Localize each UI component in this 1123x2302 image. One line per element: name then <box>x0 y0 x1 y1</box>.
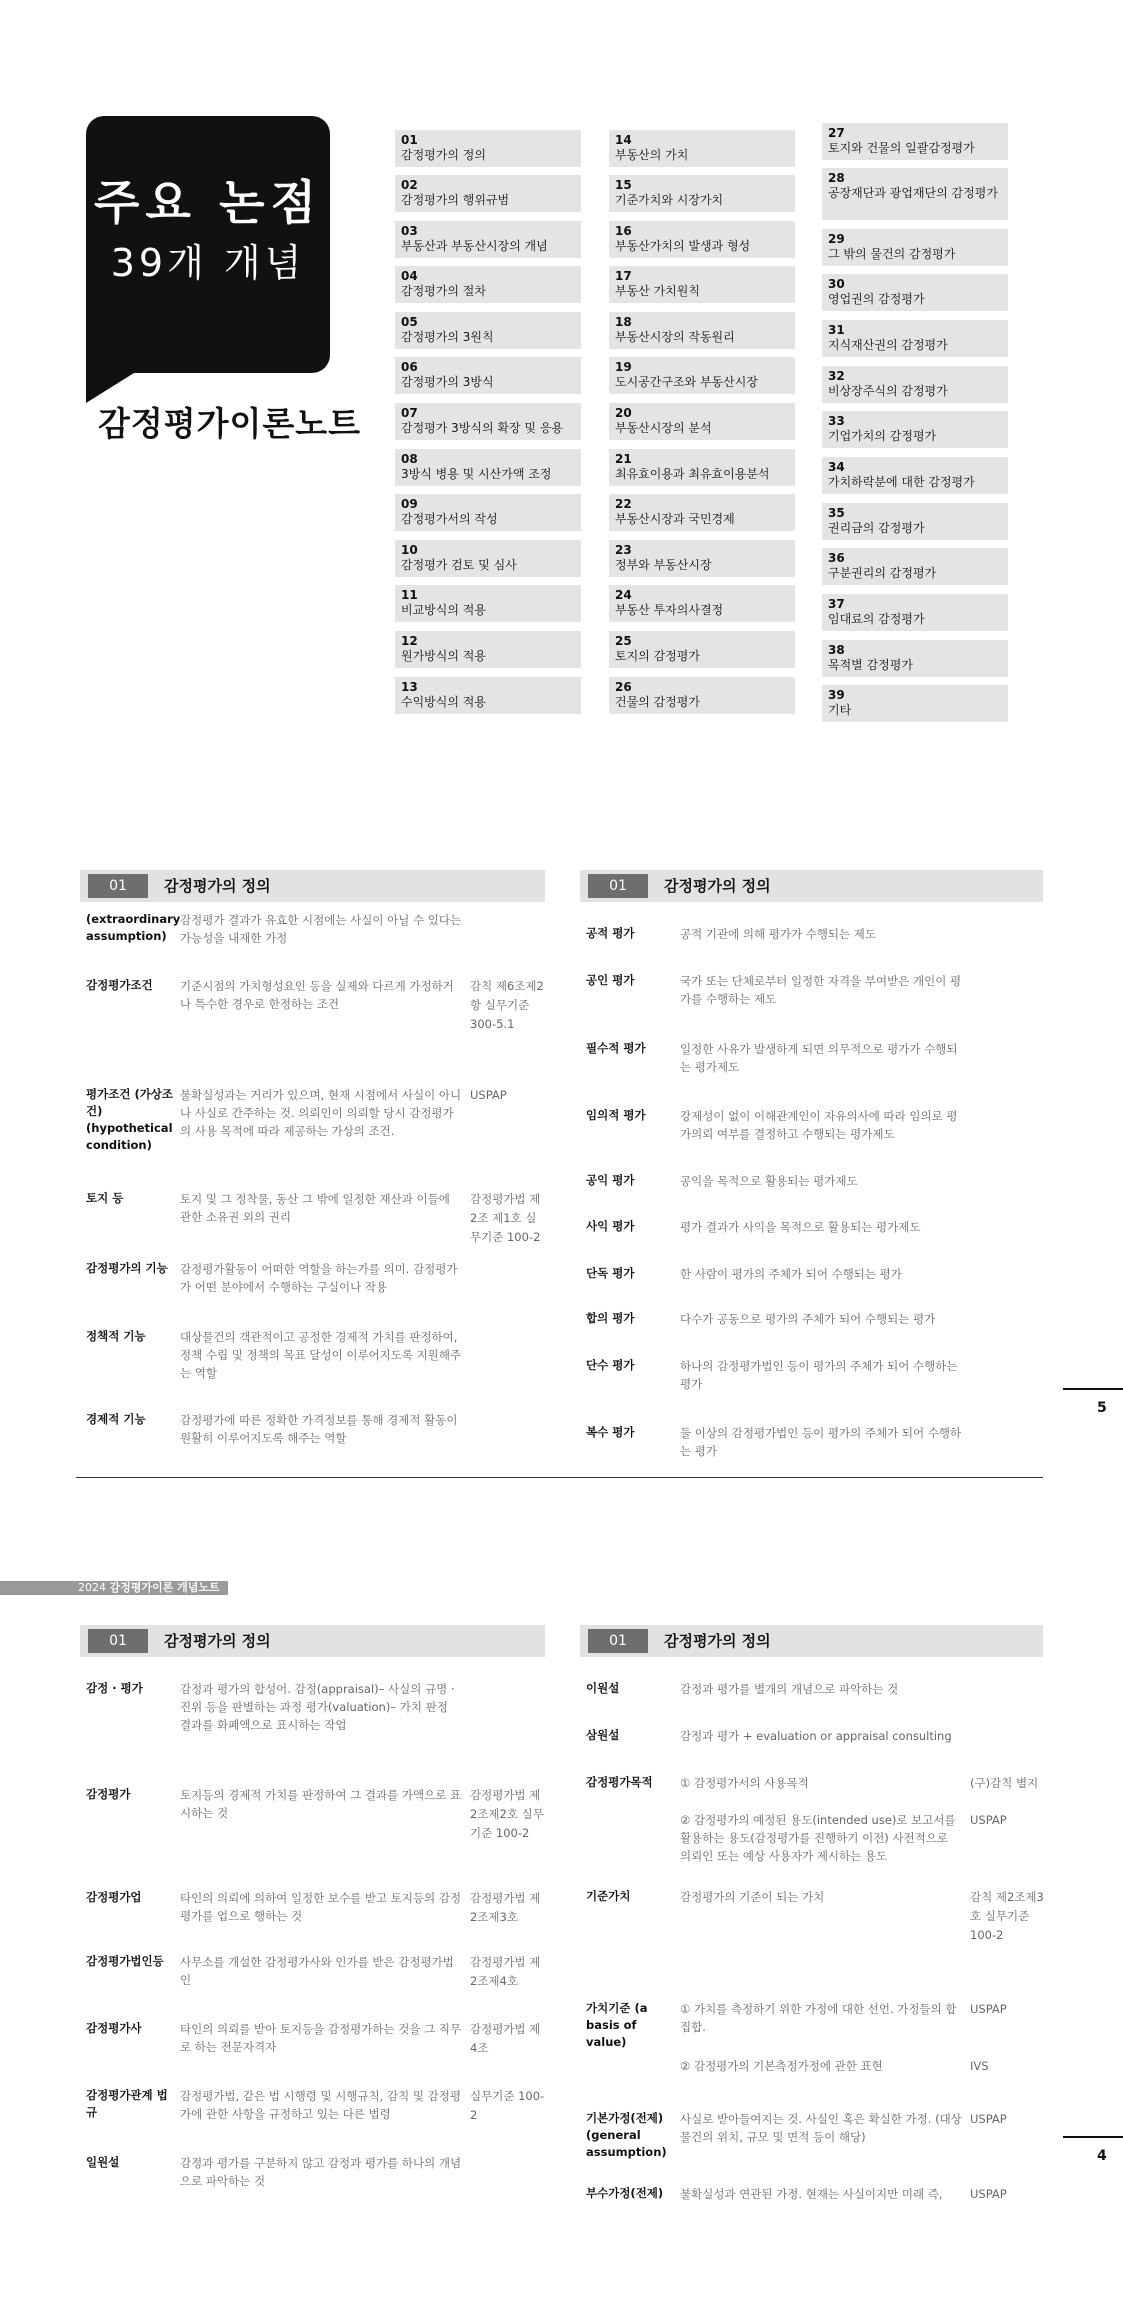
definition-term: 감정평가관계 법규 <box>86 2088 168 2119</box>
toc-item[interactable] <box>822 320 1008 357</box>
toc-item-label: 토지의 감정평가 <box>615 649 700 663</box>
toc-item-label: 부동산가치의 발생과 형성 <box>615 239 751 253</box>
definition-text: 감정과 평가를 별개의 개념으로 파악하는 것 <box>680 1682 899 1696</box>
toc-item-number: 04 <box>401 269 418 283</box>
toc-item-number: 22 <box>615 497 632 511</box>
toc-item[interactable] <box>822 457 1008 494</box>
running-header <box>0 1581 228 1595</box>
toc-item[interactable] <box>822 548 1008 585</box>
page-bottom-rule <box>76 1477 1043 1478</box>
toc-item[interactable] <box>609 585 795 622</box>
toc-item[interactable] <box>822 594 1008 631</box>
definition-term: 단독 평가 <box>586 1266 635 1280</box>
toc-item-label: 감정평가의 정의 <box>401 148 486 162</box>
toc-item-number: 21 <box>615 452 632 466</box>
toc-item[interactable] <box>395 677 581 714</box>
section-header <box>580 1625 1043 1657</box>
definition-term: 토지 등 <box>86 1191 124 1205</box>
toc-item[interactable] <box>609 221 795 258</box>
definition-text: 국가 또는 단체로부터 일정한 자격을 부여받은 개인이 평가를 수행하는 제도 <box>680 974 962 1006</box>
toc-item-number: 16 <box>615 224 632 238</box>
toc-item-number: 35 <box>828 506 845 520</box>
page-number: 5 <box>1097 1400 1107 1416</box>
definition-text: 둘 이상의 감정평가법인 등이 평가의 주체가 되어 수행하는 평가 <box>680 1426 962 1458</box>
toc-item[interactable] <box>395 130 581 167</box>
definition-text: 감정평가활동이 어떠한 역할을 하는가를 의미. 감정평가가 어떤 분야에서 수행하는 구실이나 작용 <box>180 1262 458 1294</box>
legal-reference: (구)감칙 별지 <box>970 1776 1039 1790</box>
definition-text: 평가 결과가 사익을 목적으로 활용되는 평가제도 <box>680 1220 921 1234</box>
toc-item[interactable] <box>609 540 795 577</box>
toc-item-label: 감정평가 검토 및 심사 <box>401 558 517 572</box>
toc-item[interactable] <box>822 274 1008 311</box>
toc-item[interactable] <box>395 403 581 440</box>
toc-item[interactable] <box>395 631 581 668</box>
definition-text: 감정평가 결과가 유효한 시점에는 사실이 아닐 수 있다는 가능성을 내재한 가정 <box>180 913 462 945</box>
toc-item[interactable] <box>609 494 795 531</box>
definition-text: 강제성이 없이 이해관계인이 자유의사에 따라 임의로 평가의뢰 여부를 결정하고 수행되는 평가제도 <box>680 1109 958 1141</box>
toc-item-label: 기업가치의 감정평가 <box>828 429 937 443</box>
toc-item-number: 36 <box>828 551 845 565</box>
definition-term: 복수 평가 <box>586 1425 635 1439</box>
toc-item[interactable] <box>822 229 1008 266</box>
definition-text: 토지등의 경제적 가치를 판정하여 그 결과를 가액으로 표시하는 것 <box>180 1788 462 1820</box>
toc-item-label: 비상장주식의 감정평가 <box>828 384 948 398</box>
definition-text: 일정한 사유가 발생하게 되면 의무적으로 평가가 수행되는 평가제도 <box>680 1042 958 1074</box>
toc-item-number: 33 <box>828 414 845 428</box>
toc-item-number: 05 <box>401 315 418 329</box>
toc-item-label: 부동산과 부동산시장의 개념 <box>401 239 548 253</box>
section-number: 01 <box>588 874 648 898</box>
toc-item-number: 23 <box>615 543 632 557</box>
toc-item[interactable] <box>609 312 795 349</box>
toc-item-number: 20 <box>615 406 632 420</box>
definition-text: ① 감정평가서의 사용목적 <box>680 1776 809 1790</box>
toc-item[interactable] <box>822 123 1008 160</box>
toc-item-label: 권리금의 감정평가 <box>828 521 925 535</box>
definition-text: 사무소를 개설한 감정평가사와 인가를 받은 감정평가법인 <box>180 1955 454 1987</box>
toc-item-number: 03 <box>401 224 418 238</box>
toc-item-number: 01 <box>401 133 418 147</box>
definition-text: 감정과 평가 + evaluation or appraisal consulting <box>680 1729 952 1743</box>
definition-text: 기준시점의 가치형성요인 등을 실제와 다르게 가정하거나 특수한 경우로 한정하는 조건 <box>180 979 454 1011</box>
definition-term: 공적 평가 <box>586 926 635 940</box>
toc-item-number: 06 <box>401 360 418 374</box>
definition-text: 공적 기관에 의해 평가가 수행되는 제도 <box>680 927 877 941</box>
definition-term: 가치기준 (a basis of value) <box>586 2001 648 2049</box>
toc-item-number: 14 <box>615 133 632 147</box>
toc-item[interactable] <box>609 449 795 486</box>
legal-reference: 실무기준 100-2 <box>470 2089 545 2122</box>
toc-item-number: 18 <box>615 315 632 329</box>
toc-item-number: 39 <box>828 688 845 702</box>
legal-reference: USPAP <box>470 1088 507 1102</box>
legal-reference: 감칙 제6조제2항 실무기준 300-5.1 <box>470 979 544 1031</box>
toc-item[interactable] <box>822 685 1008 722</box>
definition-text: 감정평가법, 같은 법 시행령 및 시행규칙, 감칙 및 감정평가에 관한 사항을 규정하고 있는 다른 법령 <box>180 2089 461 2121</box>
definition-term: 단수 평가 <box>586 1358 635 1372</box>
definition-term: 정책적 기능 <box>86 1329 146 1343</box>
section-title: 감정평가의 정의 <box>164 877 271 895</box>
legal-reference: 감정평가법 제4조 <box>470 2022 541 2055</box>
legal-reference: USPAP <box>970 2187 1007 2201</box>
toc-item-label: 최유효이용과 최유효이용분석 <box>615 467 770 481</box>
definition-text: 불확실성과 연관된 가정. 현재는 사실이지만 미래 즉, <box>680 2187 943 2201</box>
toc-item-number: 31 <box>828 323 845 337</box>
toc-item-label: 부동산의 가치 <box>615 148 689 162</box>
definition-term: 감정평가목적 <box>586 1775 653 1789</box>
section-title: 감정평가의 정의 <box>164 1632 271 1650</box>
toc-item[interactable] <box>609 266 795 303</box>
toc-item[interactable] <box>822 640 1008 677</box>
toc-item-number: 26 <box>615 680 632 694</box>
toc-item-number: 32 <box>828 369 845 383</box>
definition-text: 타인의 의뢰를 받아 토지등을 감정평가하는 것을 그 직무로 하는 전문자격자 <box>180 2022 462 2054</box>
toc-item-label: 감정평가의 3방식 <box>401 375 494 389</box>
toc-item-label: 감정평가의 3원칙 <box>401 330 494 344</box>
definition-term: 감정 · 평가 <box>86 1681 143 1695</box>
legal-reference: USPAP <box>970 2112 1007 2126</box>
toc-item-number: 28 <box>828 171 845 185</box>
toc-item-number: 13 <box>401 680 418 694</box>
toc-item-label: 공장재단과 광업재단의 감정평가 <box>828 186 998 200</box>
definition-term: 사익 평가 <box>586 1219 635 1233</box>
toc-item-label: 부동산 투자의사결정 <box>615 603 724 617</box>
toc-item-number: 34 <box>828 460 845 474</box>
cover-title-line2: 39개 개념 <box>110 241 306 285</box>
toc-item-label: 토지와 건물의 일괄감정평가 <box>828 141 975 155</box>
toc-item[interactable] <box>609 175 795 212</box>
toc-item[interactable] <box>822 366 1008 403</box>
toc-item-label: 기타 <box>828 703 852 717</box>
toc-item-number: 37 <box>828 597 845 611</box>
section-number: 01 <box>88 874 148 898</box>
toc-item[interactable] <box>609 677 795 714</box>
definition-term: 기준가치 <box>586 1889 631 1903</box>
toc-item-label: 구분권리의 감정평가 <box>828 566 937 580</box>
toc-item-number: 12 <box>401 634 418 648</box>
toc-item-label: 감정평가서의 작성 <box>401 512 498 526</box>
definition-text: 감정평가의 기준이 되는 가치 <box>680 1890 825 1904</box>
toc-item-number: 15 <box>615 178 632 192</box>
page-number-rule <box>1063 1388 1123 1390</box>
section-number: 01 <box>88 1629 148 1653</box>
toc-item-number: 25 <box>615 634 632 648</box>
toc-item-label: 기준가치와 시장가치 <box>615 193 724 207</box>
definition-text: 토지 및 그 정착물, 동산 그 밖에 일정한 재산과 이들에 관한 소유권 외의 권리 <box>180 1192 450 1224</box>
toc-item[interactable] <box>395 540 581 577</box>
legal-reference: 감정평가법 제2조제2호 실무기준 100-2 <box>470 1788 544 1840</box>
toc-item[interactable] <box>395 449 581 486</box>
toc-item[interactable] <box>609 631 795 668</box>
toc-item[interactable] <box>395 221 581 258</box>
definition-term: 임의적 평가 <box>586 1108 646 1122</box>
definition-text: 감정평가에 따른 정확한 가격정보를 통해 경제적 활동이 원활히 이루어지도록 해주는 역할 <box>180 1413 458 1445</box>
definition-term: 합의 평가 <box>586 1311 635 1325</box>
definition-text: 공익을 목적으로 활용되는 평가제도 <box>680 1174 858 1188</box>
section-title: 감정평가의 정의 <box>664 1632 771 1650</box>
definition-text: ② 감정평가의 예정된 용도(intended use)로 보고서를 활용하는 용도(감정평가를 진행하기 이전) 사전적으로 의뢰인 또는 예상 사용자가 제시하는 용도 <box>680 1813 956 1863</box>
toc-item-label: 원가방식의 적용 <box>401 649 486 663</box>
toc-item-label: 부동산시장의 작동원리 <box>615 330 735 344</box>
section-header <box>80 1625 545 1657</box>
section-number: 01 <box>588 1629 648 1653</box>
definition-term: 일원설 <box>86 2155 120 2169</box>
toc-item[interactable] <box>609 130 795 167</box>
toc-item-label: 감정평가의 절차 <box>401 284 486 298</box>
definition-term: 감정평가의 기능 <box>86 1261 168 1275</box>
toc-item-label: 감정평가의 행위규범 <box>401 193 510 207</box>
toc-item[interactable] <box>395 494 581 531</box>
legal-reference: 감정평가법 제2조제3호 <box>470 1891 541 1924</box>
toc-item[interactable] <box>822 503 1008 540</box>
definition-text: 타인의 의뢰에 의하여 일정한 보수를 받고 토지등의 감정평가를 업으로 행하는 것 <box>180 1891 462 1923</box>
toc-item-number: 30 <box>828 277 845 291</box>
toc-item-number: 24 <box>615 588 632 602</box>
definition-term: 이원설 <box>586 1681 620 1695</box>
toc-item-label: 목적별 감정평가 <box>828 658 913 672</box>
toc-item[interactable] <box>609 357 795 394</box>
toc-item-number: 19 <box>615 360 632 374</box>
definition-text: 사실로 받아들여지는 것. 사실인 혹은 확실한 가정. (대상물건의 위치, 규모 및 면적 등이 해당) <box>680 2112 962 2144</box>
definition-term: 부수가정(전제) <box>586 2186 664 2200</box>
definition-text: 불확실성과는 거리가 있으며, 현재 시점에서 사실이 아니나 사실로 간주하는 것. 의뢰인이 의뢰할 당시 감정평가의 사용 목적에 따라 제공하는 가상의 조건. <box>180 1088 462 1138</box>
definition-text: ① 가치를 측정하기 위한 가정에 대한 선언. 가정들의 합집합. <box>680 2002 957 2034</box>
toc-item-number: 08 <box>401 452 418 466</box>
definition-text: 감정과 평가의 합성어. 감정(appraisal)– 사실의 규명 · 진위 등을 판별하는 과정 평가(valuation)– 가치 판정 결과를 화폐액으로 표시하는 작업 <box>180 1682 455 1732</box>
toc-item[interactable] <box>822 168 1008 220</box>
toc-item-label: 부동산시장과 국민경제 <box>615 512 735 526</box>
toc-item-number: 07 <box>401 406 418 420</box>
legal-reference: 감정평가법 제2조 제1호 실무기준 100-2 <box>470 1192 541 1244</box>
toc-item[interactable] <box>395 175 581 212</box>
section-title: 감정평가의 정의 <box>664 877 771 895</box>
toc-item-label: 비교방식의 적용 <box>401 603 486 617</box>
toc-item-number: 11 <box>401 588 418 602</box>
running-header-title: 감정평가이론 개념노트 <box>109 1581 220 1594</box>
toc-item[interactable] <box>395 585 581 622</box>
definition-text: 하나의 감정평가법인 등이 평가의 주체가 되어 수행하는 평가 <box>680 1359 958 1391</box>
toc-item-label: 수익방식의 적용 <box>401 695 486 709</box>
toc-item-label: 정부와 부동산시장 <box>615 558 712 572</box>
toc-item-number: 38 <box>828 643 845 657</box>
definition-text: 한 사람이 평가의 주체가 되어 수행되는 평가 <box>680 1267 902 1281</box>
definition-term: 감정평가법인등 <box>86 1954 164 1968</box>
toc-item-label: 건물의 감정평가 <box>615 695 700 709</box>
definition-text: 감정과 평가를 구분하지 않고 감정과 평가를 하나의 개념으로 파악하는 것 <box>180 2156 462 2188</box>
toc-item-label: 지식재산권의 감정평가 <box>828 338 948 352</box>
toc-item-number: 29 <box>828 232 845 246</box>
toc-item-label: 3방식 병용 및 시산가액 조정 <box>401 467 552 481</box>
toc-item-label: 영업권의 감정평가 <box>828 292 925 306</box>
definition-term: (extraordinary assumption) <box>86 912 181 943</box>
toc-item-label: 부동산 가치원칙 <box>615 284 700 298</box>
toc-item-label: 부동산시장의 분석 <box>615 421 712 435</box>
section-header <box>80 870 545 902</box>
toc-item-label: 그 밖의 물건의 감정평가 <box>828 247 956 261</box>
definition-term: 감정평가 <box>86 1787 131 1801</box>
definition-text: ② 감정평가의 기본측정가정에 관한 표현 <box>680 2059 883 2073</box>
definition-term: 감정평가조건 <box>86 978 153 992</box>
toc-item[interactable] <box>395 357 581 394</box>
toc-item[interactable] <box>395 312 581 349</box>
definition-term: 감정평가업 <box>86 1890 142 1904</box>
book-title: 감정평가이론노트 <box>98 404 362 443</box>
definition-term: 공인 평가 <box>586 973 635 987</box>
definition-text: 대상물건의 객관적이고 공정한 경제적 가치를 판정하여, 정책 수립 및 정책의 목표 달성이 이루어지도록 지원해주는 역할 <box>180 1330 462 1380</box>
legal-reference: USPAP <box>970 2002 1007 2016</box>
toc-item-label: 감정평가 3방식의 확장 및 응용 <box>401 421 563 435</box>
toc-item-number: 17 <box>615 269 632 283</box>
toc-item-label: 가치하락분에 대한 감정평가 <box>828 475 975 489</box>
toc-item[interactable] <box>395 266 581 303</box>
definition-term: 평가조건 (가상조건) (hypothetical condition) <box>86 1087 174 1152</box>
toc-item-number: 10 <box>401 543 418 557</box>
page-number: 4 <box>1097 2148 1107 2164</box>
legal-reference: IVS <box>970 2059 989 2073</box>
toc-item-number: 02 <box>401 178 418 192</box>
toc-item-label: 도시공간구조와 부동산시장 <box>615 375 758 389</box>
definition-term: 필수적 평가 <box>586 1041 646 1055</box>
toc-item-number: 09 <box>401 497 418 511</box>
definition-term: 기본가정(전제) (general assumption) <box>586 2111 667 2159</box>
toc-item[interactable] <box>822 411 1008 448</box>
toc-item-label: 임대료의 감정평가 <box>828 612 925 626</box>
page-number-rule <box>1063 2136 1123 2138</box>
toc-item[interactable] <box>609 403 795 440</box>
legal-reference: USPAP <box>970 1813 1007 1827</box>
definition-term: 경제적 기능 <box>86 1412 146 1426</box>
definition-term: 감정평가사 <box>86 2021 142 2035</box>
running-header-year: 2024 <box>78 1581 106 1594</box>
cover-title-line1: 주요 논점 <box>94 176 322 231</box>
definition-text: 다수가 공동으로 평가의 주체가 되어 수행되는 평가 <box>680 1312 936 1326</box>
legal-reference: 감정평가법 제2조제4호 <box>470 1955 541 1988</box>
section-header <box>580 870 1043 902</box>
legal-reference: 감칙 제2조제3호 실무기준 100-2 <box>970 1890 1044 1942</box>
toc-item-number: 27 <box>828 126 845 140</box>
cover-title-box <box>86 116 330 373</box>
definition-term: 공익 평가 <box>586 1173 635 1187</box>
definition-term: 삼원설 <box>586 1728 620 1742</box>
